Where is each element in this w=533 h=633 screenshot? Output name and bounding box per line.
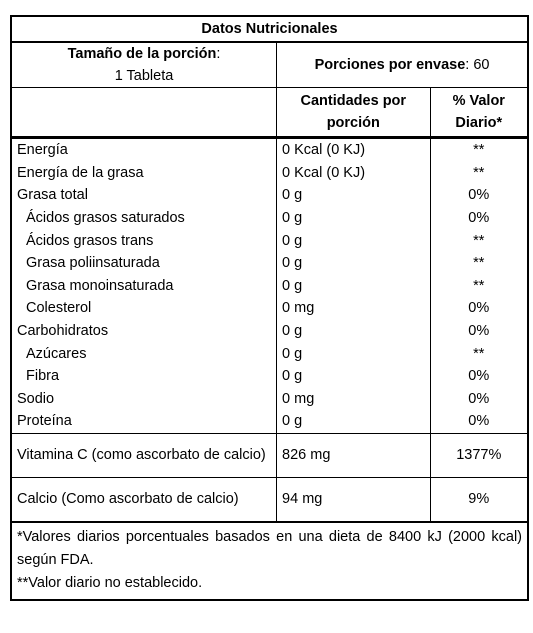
nutrient-row [12, 410, 527, 433]
nutrient-name: Proteína [12, 410, 277, 433]
header-blank-cell [12, 88, 277, 138]
nutrition-table [12, 17, 527, 599]
nutrient-name: Grasa poliinsaturada [12, 252, 277, 275]
nutrient-name: Carbohidratos [12, 320, 277, 343]
nutrient-amount: 0 g [277, 184, 430, 207]
nutrient-amount: 0 g [277, 320, 430, 343]
serving-size-value: 1 Tableta [114, 68, 174, 84]
footnote-not-established: **Valor diario no establecido. [17, 574, 203, 591]
footnotes [12, 522, 527, 599]
serving-size-colon: : [216, 46, 221, 62]
nutrient-daily-value: 0% [468, 413, 490, 430]
nutrient-amount: 0 g [277, 207, 430, 230]
footnote-daily-values: *Valores diarios porcentuales basados en una dieta de 8400 kJ (2000 kcal) según FDA. [17, 528, 522, 568]
nutrient-daily-value: 1377% [430, 433, 527, 477]
nutrient-daily-value: 0% [468, 368, 490, 385]
nutrient-row [12, 207, 527, 230]
nutrient-daily-value: ** [473, 232, 485, 249]
nutrient-row [12, 184, 527, 207]
nutrient-daily-value: ** [473, 345, 485, 362]
nutrient-row [12, 252, 527, 275]
nutrient-name: Energía [12, 138, 277, 162]
nutrient-row [12, 229, 527, 252]
nutrient-row [12, 138, 527, 162]
nutrient-name: Ácidos grasos trans [12, 229, 277, 252]
nutrient-name: Ácidos grasos saturados [12, 207, 277, 230]
nutrient-row [12, 275, 527, 298]
nutrient-amount: 0 mg [277, 297, 430, 320]
nutrient-row [12, 477, 527, 522]
nutrient-daily-value: ** [473, 142, 485, 159]
nutrient-daily-value: 0% [468, 300, 490, 317]
nutrient-daily-value: ** [473, 255, 485, 272]
nutrient-row [12, 320, 527, 343]
nutrient-daily-value: ** [473, 164, 485, 181]
nutrient-daily-value: 0% [468, 390, 490, 407]
nutrient-name: Vitamina C (como ascorbato de calcio) [12, 433, 277, 477]
nutrient-name: Fibra [12, 365, 277, 388]
nutrient-amount: 0 g [277, 365, 430, 388]
nutrient-name: Grasa monoinsaturada [12, 275, 277, 298]
nutrition-facts-panel [10, 15, 529, 601]
nutrient-row [12, 433, 527, 477]
nutrient-daily-value: 0% [468, 323, 490, 340]
nutrient-amount: 0 g [277, 410, 430, 433]
nutrient-amount: 826 mg [277, 433, 430, 477]
nutrient-name: Grasa total [12, 184, 277, 207]
nutrient-name: Energía de la grasa [12, 162, 277, 185]
nutrient-amount: 0 Kcal (0 KJ) [277, 162, 430, 185]
nutrient-amount: 0 g [277, 252, 430, 275]
nutrient-row [12, 162, 527, 185]
column-header-amount: Cantidades por porción [277, 88, 430, 138]
column-header-daily-value: % Valor Diario* [430, 88, 527, 138]
nutrient-amount: 94 mg [277, 477, 430, 522]
label-title: Datos Nutricionales [12, 17, 527, 42]
nutrient-amount: 0 Kcal (0 KJ) [277, 138, 430, 162]
nutrient-daily-value: 9% [430, 477, 527, 522]
nutrient-row [12, 365, 527, 388]
nutrient-amount: 0 g [277, 342, 430, 365]
nutrient-amount: 0 g [277, 275, 430, 298]
nutrient-row [12, 388, 527, 411]
nutrient-row [12, 342, 527, 365]
nutrient-daily-value: 0% [468, 187, 490, 204]
nutrient-name: Calcio (Como ascorbato de calcio) [12, 477, 277, 522]
nutrient-amount: 0 g [277, 229, 430, 252]
nutrient-amount: 0 mg [277, 388, 430, 411]
serving-size-label: Tamaño de la porción [67, 46, 217, 62]
servings-label: Porciones por envase [314, 57, 466, 73]
nutrient-daily-value: 0% [468, 210, 490, 227]
nutrient-name: Sodio [12, 388, 277, 411]
serving-size [12, 42, 277, 88]
nutrient-daily-value: ** [473, 277, 485, 294]
servings-per-container [277, 42, 527, 88]
nutrient-name: Colesterol [12, 297, 277, 320]
nutrient-name: Azúcares [12, 342, 277, 365]
servings-value: : 60 [465, 57, 490, 73]
nutrient-row [12, 297, 527, 320]
